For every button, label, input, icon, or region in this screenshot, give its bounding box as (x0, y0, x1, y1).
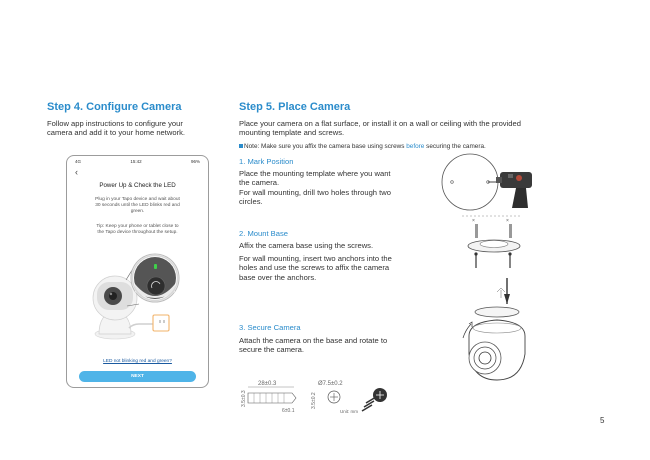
drill-template-illustration (436, 150, 548, 214)
page-number: 5 (600, 416, 605, 425)
step4-title: Step 4. Configure Camera (47, 101, 182, 113)
step5-description: Place your camera on a flat surface, or install it on a wall or ceiling with the provided mounting template and screws. (239, 119, 521, 138)
step4-description: Follow app instructions to configure your camera and add it to your home network. (47, 119, 186, 138)
anchor-length-label: 28±0.3 (258, 381, 277, 387)
unit-label: Unit: mm (340, 409, 358, 414)
svg-text:×: × (506, 218, 509, 224)
led-help-link[interactable]: LED not blinking red and green? (103, 359, 172, 364)
secure-camera-illustration (455, 276, 539, 386)
mount-base-text: For wall mounting, insert two anchors into the holes and use the screws to affix the camera base over the anchors. (239, 254, 392, 282)
camera-led-illustration (77, 248, 201, 348)
back-chevron-icon[interactable]: ‹ (75, 167, 78, 177)
screw-head-label: Ø7.5±0.2 (318, 381, 343, 387)
mount-base-title: 2. Mount Base (239, 229, 288, 238)
status-time: 15:42 (130, 159, 142, 164)
secure-camera-text: Attach the camera on the base and rotate to secure the camera. (239, 336, 388, 355)
battery-indicator: 96% (190, 159, 200, 164)
mark-position-title: 1. Mark Position (239, 157, 294, 166)
note-text: Note: Make sure you affix the camera base using screws before securing the camera. (239, 143, 486, 150)
phone-mockup (66, 155, 209, 388)
next-button[interactable]: NEXT (79, 371, 196, 382)
status-bar (75, 159, 200, 164)
mount-base-intro: Affix the camera base using the screws. (239, 241, 374, 250)
note-highlight: before (406, 143, 425, 150)
anchor-diameter-label: 3.5±0.3 (241, 390, 247, 407)
step5-title: Step 5. Place Camera (239, 101, 351, 113)
mark-position-text: Place the mounting template where you want the camera. For wall mounting, drill two holes through two circles. (239, 169, 391, 207)
screw-thread-label: 3.5±0.2 (311, 392, 317, 409)
svg-text:×: × (472, 218, 475, 224)
signal-indicator: 4G (75, 159, 82, 164)
dimensions-diagram (238, 379, 398, 415)
anchor-tip-label: 6±0.1 (282, 408, 295, 414)
mount-base-illustration (458, 212, 530, 286)
phone-screen-title: Power Up & Check the LED (99, 182, 176, 189)
note-icon (239, 144, 243, 148)
secure-camera-title: 3. Secure Camera (239, 323, 301, 332)
phone-tip: Tip: Keep your phone or tablet close to the Tapo device throughout the setup. (96, 224, 179, 236)
phone-instructions: Plug in your Tapo device and wait about 30 seconds until the LED blinks red and green. (95, 197, 180, 215)
